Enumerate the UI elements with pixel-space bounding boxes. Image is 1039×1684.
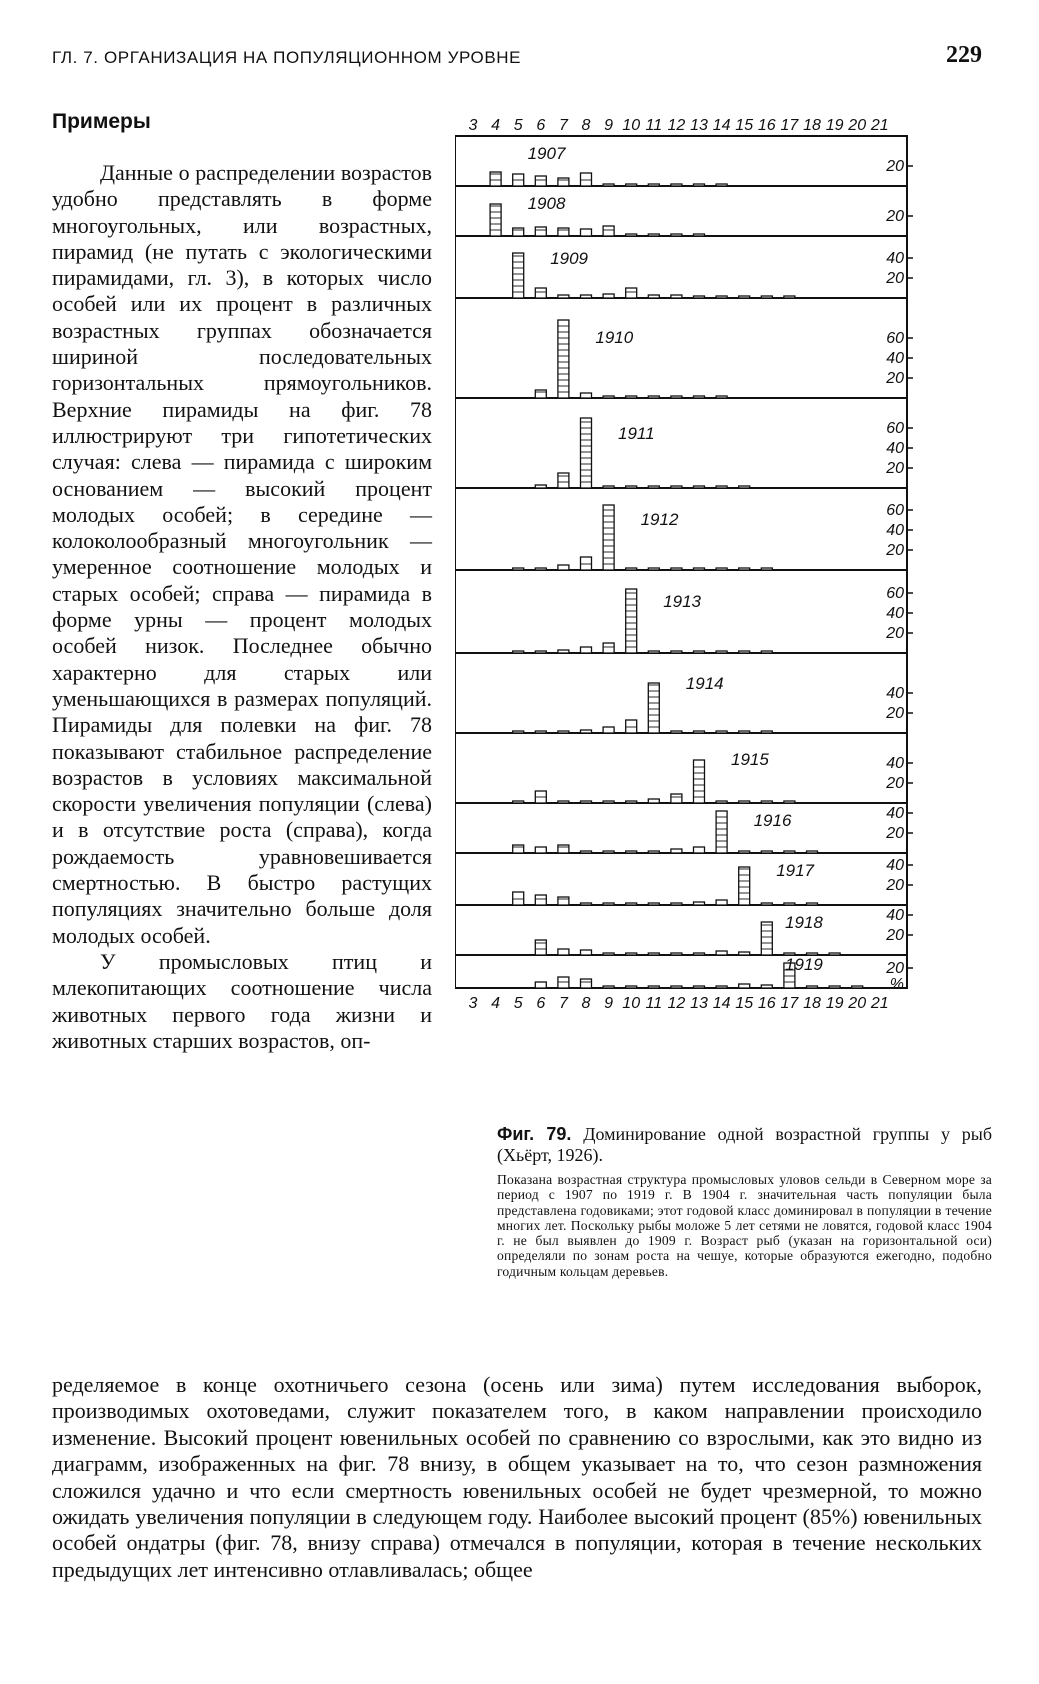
paragraph-1: Данные о распределении возрастов удобно представлять в форме многоугольных, или возрастных, пирамид (не путать с экологическими пирамидами, гл. 3), в которых число особей или их процент в различных возрастных группах обозначается шириной последовательных горизонтальных прямоугольников. Верхние пирамиды на фиг. 78 иллюстрируют три гипотетических случая: слева — пирамида с широким основанием — высокий процент молодых особей; в середине — колоколообразный многоугольник — умеренное соотношение молодых и старых особей; справа — пирамида в форме урны — процент молодых особей низок. Последнее обычно характерно для старых или уменьшающихся в размерах популяций. Пирамиды для полевки на фиг. 78 показывают стабильное распределение возрастов в условиях максимальной скорости увеличения популяции (слева) и в отсутствие роста (справа), когда рождаемость уравновешивается смертностью. В быстро растущих популяциях значительно больше доля молодых особей. — [52, 160, 432, 948]
y-tick-label-1911-20: 20 — [886, 460, 904, 477]
bar-1908-age-13 — [694, 234, 705, 236]
y-tick-label-1912-20: 20 — [886, 542, 904, 559]
bar-1917-age-9 — [603, 903, 614, 905]
bar-1909-age-11 — [648, 295, 659, 298]
bar-1915-age-7 — [558, 801, 569, 803]
bar-1915-age-10 — [626, 801, 637, 803]
bar-1911-age-12 — [671, 486, 682, 488]
bar-1919-age-7 — [558, 977, 569, 988]
bar-1912-age-6 — [535, 568, 546, 570]
bar-1917-age-16 — [761, 903, 772, 905]
bar-1918-age-19 — [829, 953, 840, 955]
bar-1913-age-14 — [716, 651, 727, 653]
bar-1907-age-14 — [716, 184, 727, 186]
series-label-1912: 1912 — [640, 510, 679, 529]
bar-1907-age-11 — [648, 184, 659, 186]
bar-1912-age-14 — [716, 568, 727, 570]
series-label-1908: 1908 — [527, 194, 566, 213]
bar-1907-age-9 — [603, 184, 614, 186]
bar-1914-age-5 — [513, 731, 524, 733]
bar-1918-age-16 — [761, 922, 772, 955]
bar-1912-age-8 — [581, 557, 592, 570]
bar-1918-age-6 — [535, 940, 546, 955]
bar-1915-age-5 — [513, 801, 524, 803]
x-tick-top-20: 20 — [848, 118, 867, 134]
bar-1911-age-11 — [648, 486, 659, 488]
bar-1907-age-7 — [558, 178, 569, 186]
bar-1911-age-10 — [626, 486, 637, 488]
bar-1917-age-10 — [626, 903, 637, 905]
x-tick-top-12: 12 — [667, 118, 686, 134]
bar-1909-age-8 — [581, 295, 592, 298]
x-tick-bottom-6: 6 — [536, 995, 546, 1012]
bar-1913-age-5 — [513, 651, 524, 653]
y-tick-label-1912-60: 60 — [886, 502, 904, 519]
x-tick-bottom-3: 3 — [468, 995, 478, 1012]
bar-1918-age-14 — [716, 951, 727, 955]
y-tick-label-1910-60: 60 — [886, 330, 904, 347]
series-label-1914: 1914 — [685, 674, 724, 693]
bar-1914-age-8 — [581, 730, 592, 733]
y-tick-label-1911-40: 40 — [886, 440, 904, 457]
x-tick-top-8: 8 — [581, 118, 591, 134]
bar-1909-age-14 — [716, 296, 727, 298]
y-tick-label-1913-20: 20 — [886, 625, 904, 642]
y-tick-label-1919-unit: % — [889, 976, 904, 993]
bar-1909-age-7 — [558, 295, 569, 298]
y-tick-label-1910-40: 40 — [886, 350, 904, 367]
series-label-1907: 1907 — [527, 144, 566, 163]
bar-1908-age-11 — [648, 234, 659, 236]
bar-1916-age-11 — [648, 851, 659, 853]
bar-1919-age-10 — [626, 986, 637, 988]
bar-1915-age-16 — [761, 801, 772, 803]
body-full-width — [52, 1372, 982, 1583]
bar-1917-age-8 — [581, 903, 592, 905]
bar-1914-age-6 — [535, 731, 546, 733]
bar-1916-age-18 — [807, 851, 818, 853]
x-tick-bottom-10: 10 — [622, 995, 641, 1012]
bar-1917-age-13 — [694, 902, 705, 905]
x-tick-top-11: 11 — [645, 118, 663, 134]
y-tick-label-1913-40: 40 — [886, 605, 904, 622]
bar-1908-age-8 — [581, 229, 592, 236]
bar-1915-age-11 — [648, 799, 659, 803]
series-label-1918: 1918 — [785, 913, 823, 932]
y-tick-label-1917-40: 40 — [886, 857, 904, 874]
age-structure-chart — [455, 118, 1015, 1048]
bar-1910-age-9 — [603, 396, 614, 398]
paragraph-2-start: У промысловых птиц и млекопитающих соотношение числа животных первого года жизни и животных старших возрастов, оп- — [52, 948, 432, 1053]
x-tick-top-15: 15 — [735, 118, 754, 134]
bar-1916-age-6 — [535, 847, 546, 853]
x-tick-bottom-14: 14 — [712, 995, 731, 1012]
bar-1908-age-9 — [603, 226, 614, 236]
x-tick-bottom-17: 17 — [780, 995, 799, 1012]
bar-1913-age-8 — [581, 647, 592, 653]
bar-1912-age-16 — [761, 568, 772, 570]
bar-1912-age-7 — [558, 565, 569, 570]
bar-1915-age-15 — [739, 801, 750, 803]
bar-1917-age-14 — [716, 900, 727, 905]
bar-1914-age-9 — [603, 727, 614, 733]
bar-1911-age-13 — [694, 486, 705, 488]
x-tick-bottom-8: 8 — [581, 995, 591, 1012]
caption-label: Фиг. 79. — [497, 1124, 572, 1144]
bar-1908-age-10 — [626, 234, 637, 236]
bar-1919-age-6 — [535, 982, 546, 988]
x-tick-top-5: 5 — [513, 118, 523, 134]
bar-1912-age-9 — [603, 505, 614, 570]
y-tick-label-1915-20: 20 — [886, 775, 904, 792]
bar-1913-age-11 — [648, 651, 659, 653]
bar-1914-age-12 — [671, 731, 682, 733]
y-tick-label-1913-60: 60 — [886, 585, 904, 602]
series-label-1919: 1919 — [785, 955, 823, 974]
bar-1914-age-7 — [558, 731, 569, 733]
x-tick-top-6: 6 — [536, 118, 546, 134]
running-title: ГЛ. 7. ОРГАНИЗАЦИЯ НА ПОПУЛЯЦИОННОМ УРОВНЕ — [52, 48, 522, 67]
y-tick-label-1909-40: 40 — [886, 250, 904, 267]
y-tick-label-1917-20: 20 — [886, 877, 904, 894]
series-label-1913: 1913 — [663, 592, 702, 611]
bar-1909-age-15 — [739, 296, 750, 298]
y-tick-label-1916-20: 20 — [886, 825, 904, 842]
bar-1916-age-9 — [603, 851, 614, 853]
x-tick-bottom-18: 18 — [803, 995, 821, 1012]
bar-1913-age-12 — [671, 651, 682, 653]
bar-1911-age-6 — [535, 485, 546, 488]
bar-1910-age-8 — [581, 393, 592, 398]
bar-1907-age-8 — [581, 173, 592, 186]
y-tick-label-1915-40: 40 — [886, 755, 904, 772]
bar-1913-age-7 — [558, 650, 569, 653]
bar-1913-age-15 — [739, 651, 750, 653]
y-tick-label-1912-40: 40 — [886, 522, 904, 539]
bar-1911-age-14 — [716, 486, 727, 488]
bar-1913-age-6 — [535, 651, 546, 653]
bar-1907-age-12 — [671, 184, 682, 186]
x-tick-bottom-19: 19 — [825, 995, 844, 1012]
series-label-1909: 1909 — [550, 249, 589, 268]
y-tick-label-1919-20: 20 — [886, 960, 904, 977]
x-tick-bottom-20: 20 — [848, 995, 867, 1012]
bar-1916-age-15 — [739, 851, 750, 853]
bar-1912-age-13 — [694, 568, 705, 570]
bar-1908-age-6 — [535, 227, 546, 236]
x-tick-bottom-21: 21 — [870, 995, 889, 1012]
bar-1916-age-17 — [784, 851, 795, 853]
bar-1919-age-16 — [761, 985, 772, 988]
bar-1910-age-12 — [671, 396, 682, 398]
running-head — [52, 42, 982, 78]
y-tick-label-1914-40: 40 — [886, 685, 904, 702]
bar-1909-age-10 — [626, 288, 637, 298]
bar-1914-age-15 — [739, 731, 750, 733]
caption-title-line — [497, 1124, 992, 1166]
bar-1912-age-12 — [671, 568, 682, 570]
bar-1909-age-6 — [535, 288, 546, 298]
bar-1909-age-13 — [694, 296, 705, 298]
bar-1907-age-6 — [535, 176, 546, 186]
bar-1910-age-11 — [648, 396, 659, 398]
bar-1918-age-7 — [558, 949, 569, 955]
bar-1917-age-17 — [784, 903, 795, 905]
bar-1909-age-5 — [513, 253, 524, 298]
bar-1919-age-19 — [829, 986, 840, 988]
y-tick-label-1909-20: 20 — [886, 270, 904, 287]
bar-1918-age-13 — [694, 953, 705, 955]
bar-1912-age-10 — [626, 568, 637, 570]
x-tick-top-9: 9 — [604, 118, 614, 134]
bar-1914-age-10 — [626, 720, 637, 733]
bar-1908-age-5 — [513, 228, 524, 236]
y-tick-label-1911-60: 60 — [886, 420, 904, 437]
x-tick-top-7: 7 — [558, 118, 568, 134]
bar-1912-age-5 — [513, 568, 524, 570]
y-tick-label-1914-20: 20 — [886, 705, 904, 722]
bar-1909-age-9 — [603, 294, 614, 298]
x-tick-top-13: 13 — [690, 118, 708, 134]
bar-1919-age-12 — [671, 986, 682, 988]
page-number: 229 — [946, 42, 982, 68]
bar-1913-age-13 — [694, 651, 705, 653]
bar-1909-age-17 — [784, 296, 795, 298]
x-tick-top-18: 18 — [803, 118, 821, 134]
bar-1919-age-18 — [807, 986, 818, 988]
figure-79 — [455, 118, 1015, 1093]
bar-1919-age-9 — [603, 986, 614, 988]
y-tick-label-1907-20: 20 — [886, 158, 904, 175]
bar-1919-age-8 — [581, 979, 592, 988]
bar-1915-age-14 — [716, 801, 727, 803]
bar-1909-age-16 — [761, 296, 772, 298]
bar-1914-age-13 — [694, 731, 705, 733]
bar-1907-age-10 — [626, 184, 637, 186]
bar-1917-age-5 — [513, 892, 524, 905]
caption-text: Показана возрастная структура промысловых уловов сельди в Северном море за период с 1907 по 1919 г. В 1904 г. значительная часть популяции была представлена годовиками; этот годовой класс доминировал в популяции в течение многих лет. Поскольку рыбы моложе 5 лет сетями не ловятся, годовой класс 1904 г. не был выявлен до 1909 г. Возраст рыб (указан на горизонтальной оси) определяли по зонам роста на чешуе, которые образуются ежегодно, подобно годичным кольцам деревьев. — [497, 1172, 992, 1279]
bar-1918-age-10 — [626, 953, 637, 955]
series-label-1915: 1915 — [731, 750, 769, 769]
bar-1919-age-14 — [716, 986, 727, 988]
x-tick-bottom-15: 15 — [735, 995, 754, 1012]
bar-1915-age-9 — [603, 801, 614, 803]
bar-1918-age-12 — [671, 953, 682, 955]
series-label-1917: 1917 — [776, 861, 815, 880]
bar-1918-age-11 — [648, 953, 659, 955]
bar-1917-age-11 — [648, 903, 659, 905]
bar-1919-age-20 — [852, 986, 863, 988]
bar-1918-age-9 — [603, 953, 614, 955]
y-tick-label-1918-40: 40 — [886, 907, 904, 924]
y-tick-label-1908-20: 20 — [886, 208, 904, 225]
x-tick-top-3: 3 — [468, 118, 478, 134]
x-tick-top-14: 14 — [712, 118, 731, 134]
bar-1916-age-8 — [581, 851, 592, 853]
x-tick-top-19: 19 — [825, 118, 844, 134]
bar-1914-age-16 — [761, 731, 772, 733]
series-label-1911: 1911 — [618, 424, 655, 443]
bar-1911-age-7 — [558, 473, 569, 488]
bar-1919-age-11 — [648, 986, 659, 988]
bar-1910-age-10 — [626, 396, 637, 398]
bar-1911-age-9 — [603, 486, 614, 488]
y-tick-label-1910-20: 20 — [886, 370, 904, 387]
bar-1916-age-7 — [558, 845, 569, 853]
x-tick-top-4: 4 — [491, 118, 501, 134]
bar-1915-age-8 — [581, 801, 592, 803]
bar-1912-age-11 — [648, 568, 659, 570]
series-label-1916: 1916 — [753, 811, 792, 830]
x-tick-top-21: 21 — [870, 118, 889, 134]
bar-1908-age-4 — [490, 204, 501, 236]
x-tick-top-16: 16 — [757, 118, 776, 134]
body-column — [52, 160, 432, 1054]
bar-1916-age-12 — [671, 849, 682, 853]
x-tick-bottom-9: 9 — [604, 995, 614, 1012]
bar-1910-age-13 — [694, 396, 705, 398]
x-tick-bottom-4: 4 — [491, 995, 501, 1012]
bar-1908-age-7 — [558, 228, 569, 236]
x-tick-bottom-5: 5 — [513, 995, 523, 1012]
bar-1913-age-16 — [761, 651, 772, 653]
bar-1917-age-18 — [807, 903, 818, 905]
paragraph-2-continued: ределяемое в конце охотничьего сезона (осень или зима) путем исследования выборок, производимых охотоведами, служит показателем того, в каком направлении происходило изменение. Высокий процент ювенильных особей по сравнению со взрослыми, как это видно из диаграмм, изображенных на фиг. 78 внизу, в общем указывает на то, что сезон размножения сложился удачно и что если смертность ювенильных особей не будет чрезмерной, то можно ожидать увеличения популяции в следующем году. Наиболее высокий процент (85%) ювенильных особей ондатры (фиг. 78, внизу справа) отмечался в популяции, которая в течение нескольких предыдущих лет интенсивно отлавливалась; общее — [52, 1372, 982, 1582]
bar-1910-age-6 — [535, 390, 546, 398]
bar-1913-age-9 — [603, 643, 614, 653]
x-tick-top-10: 10 — [622, 118, 641, 134]
bar-1917-age-7 — [558, 897, 569, 905]
bar-1907-age-13 — [694, 184, 705, 186]
bar-1911-age-15 — [739, 486, 750, 488]
bar-1908-age-12 — [671, 234, 682, 236]
x-tick-bottom-11: 11 — [645, 995, 663, 1012]
bar-1915-age-17 — [784, 801, 795, 803]
x-tick-bottom-13: 13 — [690, 995, 708, 1012]
bar-1911-age-8 — [581, 418, 592, 488]
bar-1916-age-10 — [626, 851, 637, 853]
bar-1914-age-14 — [716, 731, 727, 733]
x-tick-bottom-16: 16 — [757, 995, 776, 1012]
x-tick-bottom-12: 12 — [667, 995, 686, 1012]
bar-1918-age-15 — [739, 952, 750, 955]
bar-1917-age-6 — [535, 895, 546, 905]
bar-1915-age-12 — [671, 794, 682, 803]
x-tick-top-17: 17 — [780, 118, 799, 134]
series-label-1910: 1910 — [595, 328, 634, 347]
y-tick-label-1918-20: 20 — [886, 927, 904, 944]
section-title: Примеры — [52, 110, 151, 133]
bar-1916-age-13 — [694, 847, 705, 853]
bar-1918-age-8 — [581, 950, 592, 955]
bar-1910-age-14 — [716, 396, 727, 398]
x-tick-bottom-7: 7 — [558, 995, 568, 1012]
bar-1912-age-15 — [739, 568, 750, 570]
caption-title: Доминирование одной возрастной группы у рыб (Хьёрт, 1926). — [497, 1124, 992, 1165]
bar-1916-age-16 — [761, 851, 772, 853]
y-tick-label-1916-40: 40 — [886, 805, 904, 822]
bar-1916-age-5 — [513, 845, 524, 853]
bar-1914-age-11 — [648, 683, 659, 733]
bar-1909-age-12 — [671, 295, 682, 298]
figure-caption — [497, 1124, 992, 1279]
bar-1919-age-13 — [694, 986, 705, 988]
bar-1917-age-12 — [671, 903, 682, 905]
bar-1919-age-15 — [739, 984, 750, 988]
